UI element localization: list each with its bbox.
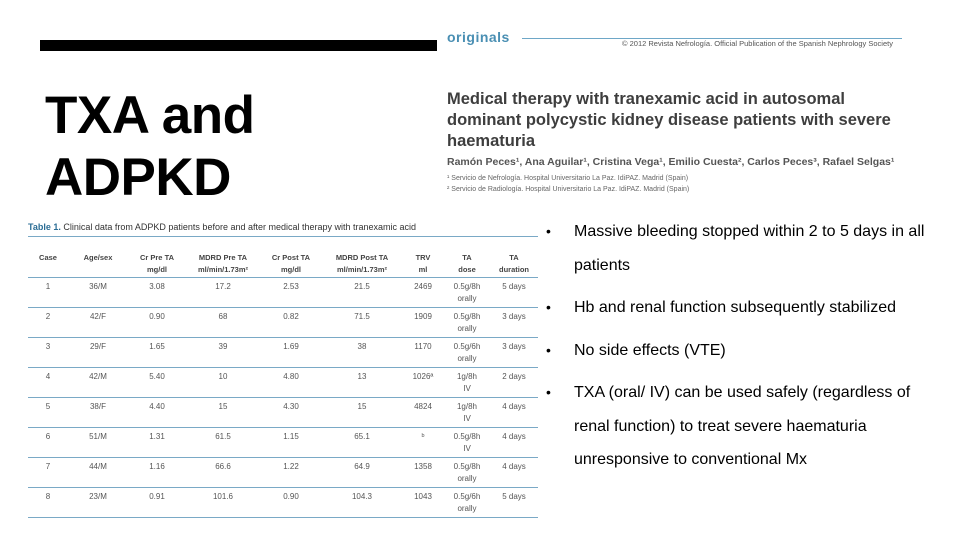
table-cell: 21.5 xyxy=(322,278,402,308)
paper-section-label: originals xyxy=(447,29,510,45)
table-cell: 2 days xyxy=(490,368,538,398)
table-cell: 44/M xyxy=(68,458,128,488)
dose-amount: 0.5g/6h xyxy=(453,492,481,501)
paper-header-image xyxy=(440,22,910,202)
table-cell-dose xyxy=(444,398,490,428)
table-cell: 38 xyxy=(322,338,402,368)
table-cell: 1358 xyxy=(402,458,444,488)
title-accent-bar xyxy=(40,40,437,51)
table-cell: 38/F xyxy=(68,398,128,428)
table-cell: 23/M xyxy=(68,488,128,518)
dose-route: orally xyxy=(457,354,477,363)
bullet-item: • TXA (oral/ IV) can be used safely (regardless of renal function) to treat severe haematuria unresponsive to conventional Mx xyxy=(546,376,946,477)
table-cell: 1.16 xyxy=(128,458,186,488)
paper-authors: Ramón Peces¹, Ana Aguilar¹, Cristina Vega¹, Emilio Cuesta², Carlos Peces³, Rafael Selgas¹ xyxy=(447,156,895,168)
table-cell: 1170 xyxy=(402,338,444,368)
table-cell: 1026ª xyxy=(402,368,444,398)
header-unit-cell: ml xyxy=(402,264,444,278)
table-cell: 17.2 xyxy=(186,278,260,308)
dose-route: orally xyxy=(457,504,477,513)
table-cell: 3 xyxy=(28,338,68,368)
table-cell: 1.65 xyxy=(128,338,186,368)
header-cell: MDRD Pre TA xyxy=(198,253,248,262)
table-cell: 4 days xyxy=(490,428,538,458)
table-cell: 1043 xyxy=(402,488,444,518)
table-cell: 2469 xyxy=(402,278,444,308)
table-cell: 29/F xyxy=(68,338,128,368)
header-cell: Cr Pre TA xyxy=(139,253,175,262)
dose-amount: 0.5g/8h xyxy=(453,312,481,321)
header-unit-cell xyxy=(68,264,128,278)
table-cell: 2 xyxy=(28,308,68,338)
header-cell: Age/sex xyxy=(83,253,113,262)
table-body xyxy=(28,278,538,518)
header-cell: MDRD Post TA xyxy=(335,253,389,262)
table-cell: 1 xyxy=(28,278,68,308)
dose-amount: 0.5g/8h xyxy=(453,462,481,471)
table-cell: 39 xyxy=(186,338,260,368)
table-cell: 4 days xyxy=(490,458,538,488)
clinical-data-table xyxy=(28,252,538,518)
dose-route: orally xyxy=(457,294,477,303)
table-row xyxy=(28,428,538,458)
table-cell: 4824 xyxy=(402,398,444,428)
dose-route: IV xyxy=(463,414,471,423)
header-unit-cell: ml/min/1.73m² xyxy=(186,264,260,278)
table-cell: ᵇ xyxy=(402,428,444,458)
table-cell: 42/F xyxy=(68,308,128,338)
clinical-data-table-image xyxy=(28,222,538,513)
header-unit-cell: mg/dl xyxy=(128,264,186,278)
table-caption-rule xyxy=(28,236,538,237)
header-unit-cell: ml/min/1.73m² xyxy=(322,264,402,278)
table-row xyxy=(28,488,538,518)
paper-copyright: © 2012 Revista Nefrología. Official Publication of the Spanish Nephrology Society xyxy=(622,39,893,48)
table-cell: 4.40 xyxy=(128,398,186,428)
table-cell-dose xyxy=(444,278,490,308)
table-cell-dose xyxy=(444,488,490,518)
dose-amount: 0.5g/6h xyxy=(453,342,481,351)
dose-amount: 1g/8h xyxy=(456,372,478,381)
table-header-row-1 xyxy=(28,252,538,264)
paper-affiliation-2: ² Servicio de Radiología. Hospital Universitario La Paz. IdiPAZ. Madrid (Spain) xyxy=(447,186,690,193)
dose-route: orally xyxy=(457,474,477,483)
dose-amount: 1g/8h xyxy=(456,402,478,411)
table-caption xyxy=(28,222,538,232)
dose-route: IV xyxy=(463,444,471,453)
header-unit-cell: dose xyxy=(444,264,490,278)
header-cell: TA xyxy=(509,253,519,262)
table-cell: 2.53 xyxy=(260,278,322,308)
paper-title: Medical therapy with tranexamic acid in autosomal dominant polycystic kidney disease patients with severe haematuria xyxy=(447,90,891,150)
bullet-item: • Hb and renal function subsequently stabilized xyxy=(546,291,946,325)
table-cell: 13 xyxy=(322,368,402,398)
header-unit-cell: duration xyxy=(490,264,538,278)
table-cell: 66.6 xyxy=(186,458,260,488)
table-cell: 1909 xyxy=(402,308,444,338)
table-cell: 42/M xyxy=(68,368,128,398)
table-cell: 71.5 xyxy=(322,308,402,338)
bullet-list xyxy=(546,215,946,486)
table-cell: 101.6 xyxy=(186,488,260,518)
table-cell: 64.9 xyxy=(322,458,402,488)
table-cell: 4.80 xyxy=(260,368,322,398)
table-cell: 1.69 xyxy=(260,338,322,368)
table-cell: 4 days xyxy=(490,398,538,428)
dose-route: IV xyxy=(463,384,471,393)
header-unit-cell: mg/dl xyxy=(260,264,322,278)
table-cell: 4 xyxy=(28,368,68,398)
slide-title-line-2: ADPKD xyxy=(45,148,231,207)
header-cell: Case xyxy=(39,253,57,262)
header-cell: TA xyxy=(462,253,472,262)
table-cell-dose xyxy=(444,308,490,338)
table-row xyxy=(28,308,538,338)
bullet-item: • Massive bleeding stopped within 2 to 5 days in all patients xyxy=(546,215,946,282)
header-cell: TRV xyxy=(415,253,431,262)
table-cell: 0.82 xyxy=(260,308,322,338)
table-cell: 3 days xyxy=(490,338,538,368)
table-cell-dose xyxy=(444,458,490,488)
dose-amount: 0.5g/8h xyxy=(453,432,481,441)
header-cell: Cr Post TA xyxy=(271,253,311,262)
table-cell: 3.08 xyxy=(128,278,186,308)
table-cell: 8 xyxy=(28,488,68,518)
header-unit-cell xyxy=(28,264,68,278)
table-cell: 5 days xyxy=(490,278,538,308)
table-cell: 61.5 xyxy=(186,428,260,458)
table-cell: 3 days xyxy=(490,308,538,338)
table-row xyxy=(28,398,538,428)
table-caption-text: Clinical data from ADPKD patients before and after medical therapy with tranexamic acid xyxy=(63,222,417,232)
table-cell: 5 days xyxy=(490,488,538,518)
table-caption-label: Table 1. xyxy=(28,222,61,232)
table-cell: 15 xyxy=(322,398,402,428)
paper-affiliation-1: ¹ Servicio de Nefrología. Hospital Universitario La Paz. IdiPAZ. Madrid (Spain) xyxy=(447,175,689,182)
slide-title xyxy=(45,85,254,209)
table-cell-dose xyxy=(444,338,490,368)
table-row xyxy=(28,368,538,398)
table-cell: 15 xyxy=(186,398,260,428)
table-cell: 1.22 xyxy=(260,458,322,488)
table-cell-dose xyxy=(444,368,490,398)
table-cell: 36/M xyxy=(68,278,128,308)
table-cell: 4.30 xyxy=(260,398,322,428)
table-cell-dose xyxy=(444,428,490,458)
table-cell: 1.31 xyxy=(128,428,186,458)
table-row xyxy=(28,338,538,368)
table-cell: 104.3 xyxy=(322,488,402,518)
table-cell: 0.90 xyxy=(260,488,322,518)
table-cell: 0.91 xyxy=(128,488,186,518)
table-cell: 1.15 xyxy=(260,428,322,458)
slide-title-line-1: TXA and xyxy=(45,86,255,145)
dose-amount: 0.5g/8h xyxy=(453,282,481,291)
bullet-item: • No side effects (VTE) xyxy=(546,334,946,368)
table-cell: 0.90 xyxy=(128,308,186,338)
table-cell: 51/M xyxy=(68,428,128,458)
table-cell: 5 xyxy=(28,398,68,428)
table-cell: 65.1 xyxy=(322,428,402,458)
table-cell: 68 xyxy=(186,308,260,338)
table-cell: 6 xyxy=(28,428,68,458)
table-row xyxy=(28,278,538,308)
table-cell: 10 xyxy=(186,368,260,398)
table-header-row-2 xyxy=(28,264,538,278)
table-row xyxy=(28,458,538,488)
dose-route: orally xyxy=(457,324,477,333)
table-cell: 7 xyxy=(28,458,68,488)
table-cell: 5.40 xyxy=(128,368,186,398)
